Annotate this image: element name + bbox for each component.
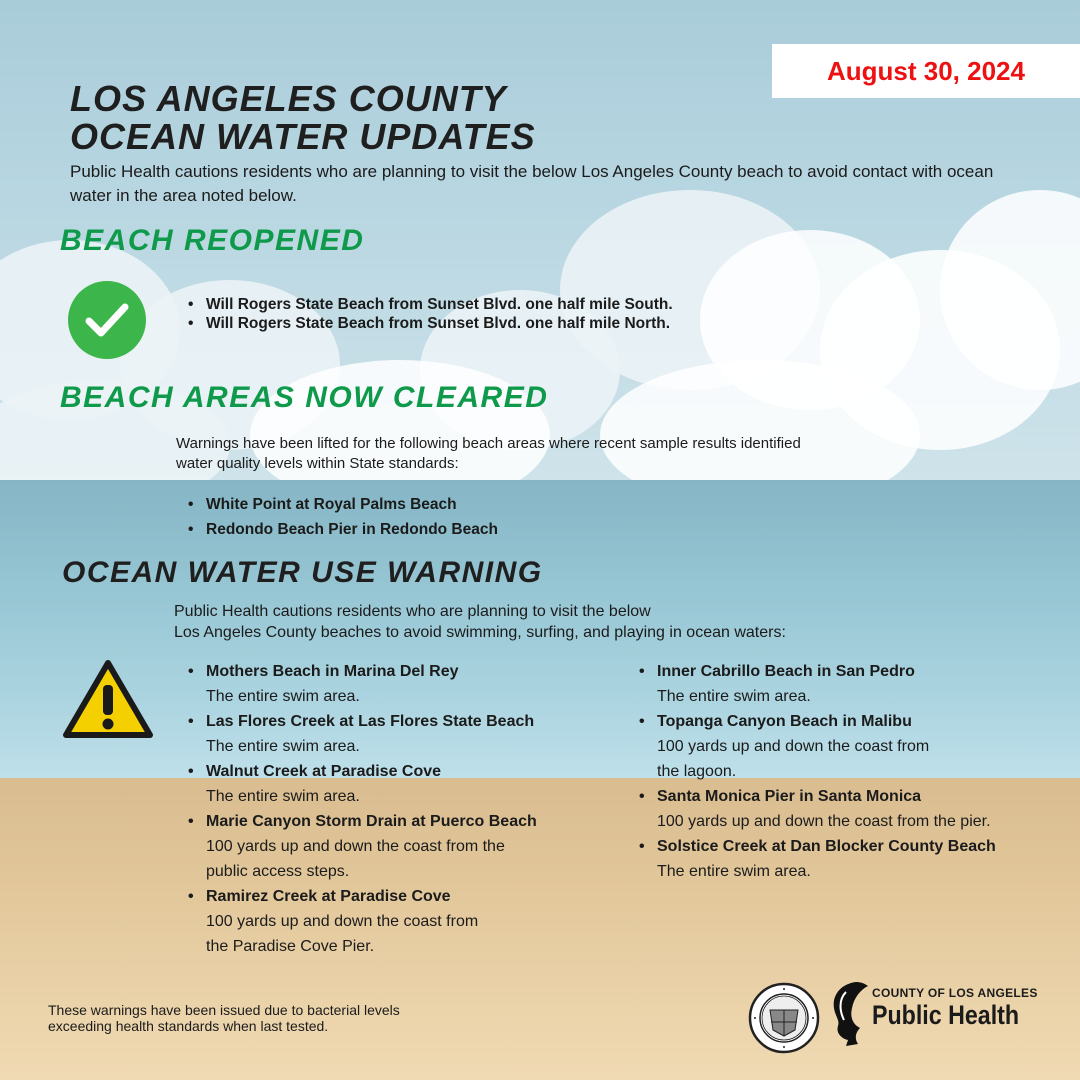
- warning-icon: [62, 658, 154, 740]
- reopened-list: [184, 295, 673, 333]
- warning-heading: OCEAN WATER USE WARNING: [62, 556, 543, 589]
- footnote: [48, 1002, 508, 1034]
- reopened-heading: BEACH REOPENED: [60, 224, 365, 257]
- list-item: [184, 659, 537, 709]
- beach-name: • Solstice Creek at Dan Blocker County Beach: [657, 838, 996, 855]
- list-item: [635, 784, 996, 834]
- beach-name: • Walnut Creek at Paradise Cove: [206, 763, 442, 780]
- logo-big-text: Public Health: [872, 1000, 1020, 1030]
- logo-small-text: COUNTY OF LOS ANGELES: [872, 986, 1038, 1000]
- list-item: • Will Rogers State Beach from Sunset Blvd. one half mile South.: [184, 295, 673, 314]
- cleared-heading: BEACH AREAS NOW CLEARED: [60, 381, 549, 414]
- list-item: • White Point at Royal Palms Beach: [184, 492, 498, 517]
- beach-detail: The entire swim area.: [657, 863, 811, 880]
- warning-description-line-2: Los Angeles County beaches to avoid swimming, surfing, and playing in ocean waters:: [174, 624, 786, 641]
- list-item: [184, 709, 537, 759]
- footnote-line-2: exceeding health standards when last tested.: [48, 1018, 329, 1034]
- list-item: • Redondo Beach Pier in Redondo Beach: [184, 517, 498, 542]
- list-item: • Will Rogers State Beach from Sunset Blvd. one half mile North.: [184, 314, 673, 333]
- list-item: [184, 809, 537, 884]
- county-seal-icon: [748, 982, 820, 1054]
- list-item: [184, 884, 537, 959]
- beach-detail: 100 yards up and down the coast from: [206, 913, 479, 930]
- warning-description: [174, 601, 934, 643]
- beach-detail: public access steps.: [206, 863, 350, 880]
- list-item: [184, 759, 537, 809]
- beach-name: • Marie Canyon Storm Drain at Puerco Beach: [206, 813, 537, 830]
- intro-text: Public Health cautions residents who are planning to visit the below Los Angeles County beach to avoid contact with ocean water in the area noted below.: [70, 162, 994, 205]
- beach-name: • Ramirez Creek at Paradise Cove: [206, 888, 451, 905]
- beach-name: • Las Flores Creek at Las Flores State Beach: [206, 713, 535, 730]
- cleared-list: [184, 492, 498, 542]
- beach-detail: 100 yards up and down the coast from: [657, 738, 930, 755]
- beach-detail: The entire swim area.: [206, 738, 360, 755]
- public-health-logo: [872, 986, 1043, 1030]
- warning-description-line-1: Public Health cautions residents who are planning to visit the below: [174, 603, 651, 620]
- beach-detail: 100 yards up and down the coast from the pier.: [657, 813, 991, 830]
- public-health-logo-icon: [826, 978, 870, 1048]
- footnote-line-1: These warnings have been issued due to bacterial levels: [48, 1002, 400, 1018]
- checkmark-icon: [68, 281, 146, 359]
- beach-detail: 100 yards up and down the coast from the: [206, 838, 505, 855]
- beach-name: • Santa Monica Pier in Santa Monica: [657, 788, 922, 805]
- list-item: [635, 659, 996, 709]
- date-badge: [772, 44, 1080, 98]
- page-title: [70, 80, 536, 156]
- list-item: [635, 834, 996, 884]
- beach-name: • Mothers Beach in Marina Del Rey: [206, 663, 459, 680]
- warning-list-right: [635, 659, 996, 884]
- cleared-description: Warnings have been lifted for the following beach areas where recent sample results identified water quality levels within State standards:: [176, 435, 801, 472]
- beach-detail: The entire swim area.: [206, 788, 360, 805]
- title-line-2: OCEAN WATER UPDATES: [70, 116, 536, 157]
- beach-name: • Inner Cabrillo Beach in San Pedro: [657, 663, 915, 680]
- warning-list-left: [184, 659, 537, 959]
- title-line-1: LOS ANGELES COUNTY: [70, 78, 507, 119]
- beach-name: • Topanga Canyon Beach in Malibu: [657, 713, 912, 730]
- beach-detail: The entire swim area.: [657, 688, 811, 705]
- beach-detail: the lagoon.: [657, 763, 737, 780]
- date-text: August 30, 2024: [827, 55, 1025, 86]
- beach-detail: the Paradise Cove Pier.: [206, 938, 375, 955]
- list-item: [635, 709, 996, 784]
- beach-detail: The entire swim area.: [206, 688, 360, 705]
